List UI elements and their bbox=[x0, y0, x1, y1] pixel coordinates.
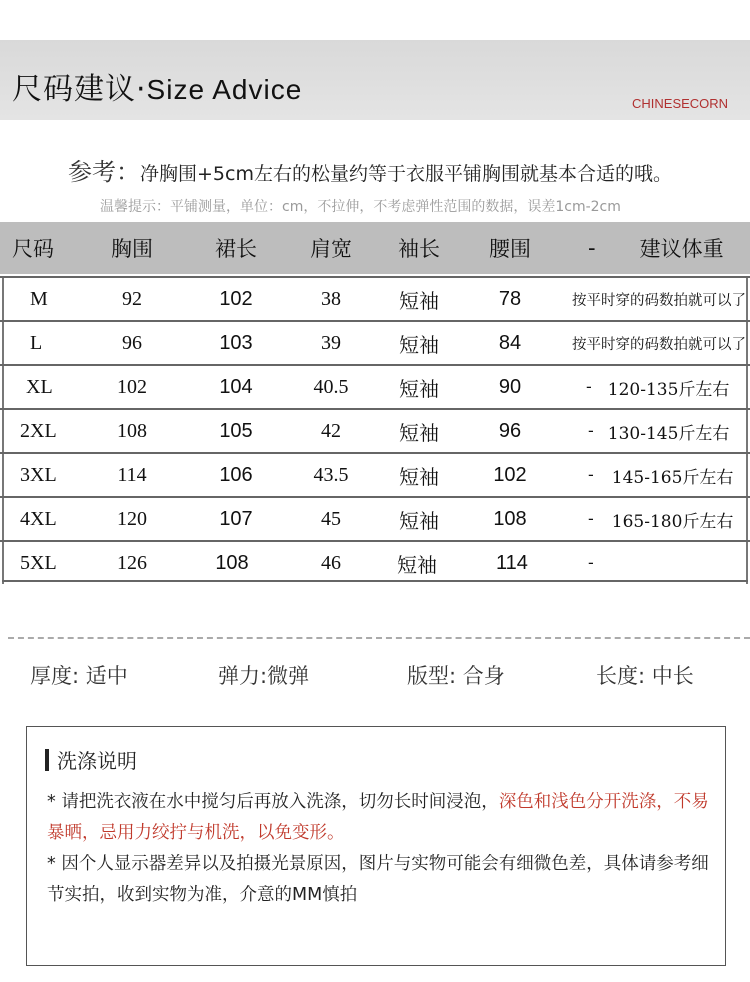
cell-chest: 126 bbox=[117, 551, 147, 574]
brand-label: CHINESECORN bbox=[632, 96, 729, 111]
table-row bbox=[0, 496, 750, 540]
cell-dash: - bbox=[588, 553, 594, 573]
cell-chest: 108 bbox=[117, 419, 147, 442]
col-dash-header: - bbox=[588, 236, 596, 260]
cell-dash: - bbox=[586, 377, 592, 397]
table-row bbox=[0, 364, 750, 408]
measurement-tip: 温馨提示：平铺测量，单位：cm，不拉伸，不考虑弹性范围的数据，误差1cm-2cm bbox=[100, 199, 621, 215]
col-waist-header: 腰围 bbox=[489, 237, 531, 261]
attr-elasticity bbox=[218, 660, 309, 690]
attr-length bbox=[596, 660, 694, 690]
cell-sleeve: 短袖 bbox=[399, 464, 439, 489]
cell-weight-text: 145-165斤左右 bbox=[611, 467, 734, 488]
cell-size: M bbox=[30, 287, 48, 310]
cell-sleeve: 短袖 bbox=[399, 508, 439, 533]
cell-length: 104 bbox=[219, 375, 253, 398]
table-row bbox=[0, 452, 750, 496]
washing-line1: * 请把洗衣液在水中搅匀后再放入洗涤，切勿长时间浸泡， bbox=[47, 792, 499, 812]
reference-note bbox=[68, 152, 672, 187]
cell-waist: 96 bbox=[498, 419, 522, 442]
col-shoulder-header: 肩宽 bbox=[310, 237, 352, 261]
cell-chest: 92 bbox=[122, 287, 142, 310]
cell-weight-text: 120-135斤左右 bbox=[607, 379, 730, 400]
attr-thickness bbox=[30, 660, 128, 690]
cell-length: 102 bbox=[219, 287, 253, 310]
page-title-en: Size Advice bbox=[146, 74, 303, 105]
cell-shoulder: 46 bbox=[321, 551, 341, 574]
cell-shoulder: 43.5 bbox=[313, 463, 349, 486]
cell-size: 5XL bbox=[20, 551, 57, 574]
cell-chest: 114 bbox=[117, 463, 147, 486]
page-title bbox=[12, 64, 302, 108]
cell-sleeve: 短袖 bbox=[397, 552, 437, 577]
cell-weight bbox=[588, 454, 750, 496]
cell-weight-text: 按平时穿的码数拍就可以了 bbox=[572, 336, 746, 353]
col-size-header: 尺码 bbox=[12, 237, 54, 261]
cell-weight bbox=[588, 410, 750, 452]
dashed-divider bbox=[8, 637, 750, 639]
cell-weight-text: 按平时穿的码数拍就可以了 bbox=[572, 292, 746, 309]
cell-weight bbox=[586, 366, 750, 408]
cell-length: 108 bbox=[215, 551, 249, 574]
cell-weight bbox=[572, 322, 750, 364]
cell-size: 4XL bbox=[20, 507, 57, 530]
washing-title-text: 洗涤说明 bbox=[57, 749, 137, 773]
cell-dash: - bbox=[588, 509, 594, 529]
cell-dash: - bbox=[588, 421, 594, 441]
col-chest-header: 胸围 bbox=[111, 237, 153, 261]
attr-thickness-label: 厚度: bbox=[30, 664, 80, 688]
table-row bbox=[0, 276, 750, 320]
cell-shoulder: 38 bbox=[321, 287, 341, 310]
table-row bbox=[0, 320, 750, 364]
cell-sleeve: 短袖 bbox=[399, 376, 439, 401]
cell-dash: - bbox=[588, 465, 594, 485]
cell-waist: 84 bbox=[498, 331, 522, 354]
cell-shoulder: 39 bbox=[321, 331, 341, 354]
washing-instructions bbox=[26, 726, 726, 966]
cell-weight bbox=[572, 278, 750, 320]
size-table bbox=[0, 222, 750, 582]
attr-fit-label: 版型: bbox=[407, 664, 457, 688]
table-row bbox=[0, 540, 750, 584]
col-length-header: 裙长 bbox=[215, 237, 257, 261]
col-weight-header bbox=[566, 222, 748, 274]
cell-weight bbox=[588, 542, 750, 584]
cell-sleeve: 短袖 bbox=[399, 288, 439, 313]
cell-size: L bbox=[30, 331, 43, 354]
cell-weight bbox=[588, 498, 750, 540]
cell-size: 2XL bbox=[20, 419, 57, 442]
reference-label: 参考： bbox=[68, 158, 140, 186]
table-header-row bbox=[0, 222, 750, 274]
col-weight-label: 建议体重 bbox=[639, 237, 724, 261]
washing-warning: 深色和浅色分开洗涤，不易暴晒，忌用力绞拧与机洗，以免变形。 bbox=[47, 792, 709, 843]
cell-waist: 90 bbox=[498, 375, 522, 398]
attr-length-value: 中长 bbox=[651, 664, 694, 688]
washing-line2: * 因个人显示器差异以及拍摄光景原因，图片与实物可能会有细微色差，具体请参考细节实拍，收到实物为准，介意的MM慎拍 bbox=[47, 854, 709, 905]
washing-text bbox=[47, 787, 715, 911]
attr-fit-value: 合身 bbox=[462, 664, 505, 688]
attr-elasticity-label: 弹力: bbox=[218, 664, 268, 688]
washing-title bbox=[45, 745, 137, 774]
cell-waist: 108 bbox=[493, 507, 527, 530]
cell-chest: 102 bbox=[117, 375, 147, 398]
cell-waist: 78 bbox=[498, 287, 522, 310]
cell-sleeve: 短袖 bbox=[399, 332, 439, 357]
attr-thickness-value: 适中 bbox=[85, 664, 128, 688]
cell-shoulder: 45 bbox=[321, 507, 341, 530]
cell-shoulder: 40.5 bbox=[313, 375, 349, 398]
cell-size: 3XL bbox=[20, 463, 57, 486]
cell-waist: 102 bbox=[493, 463, 527, 486]
cell-chest: 120 bbox=[117, 507, 147, 530]
table-row bbox=[0, 408, 750, 452]
attr-elasticity-value: 微弹 bbox=[267, 664, 310, 688]
attr-fit bbox=[407, 660, 505, 690]
cell-length: 105 bbox=[219, 419, 253, 442]
table-bottom-border bbox=[2, 580, 748, 582]
reference-text: 净胸围+5cm左右的松量约等于衣服平铺胸围就基本合适的哦。 bbox=[140, 163, 672, 185]
col-sleeve-header: 袖长 bbox=[398, 237, 440, 261]
cell-chest: 96 bbox=[122, 331, 142, 354]
cell-size: XL bbox=[26, 375, 53, 398]
cell-weight-text: 130-145斤左右 bbox=[607, 423, 730, 444]
cell-sleeve: 短袖 bbox=[399, 420, 439, 445]
cell-waist: 114 bbox=[496, 551, 528, 574]
cell-shoulder: 42 bbox=[321, 419, 341, 442]
cell-length: 103 bbox=[219, 331, 253, 354]
cell-length: 106 bbox=[219, 463, 253, 486]
page-title-cn: 尺码建议· bbox=[12, 72, 147, 107]
cell-weight-text: 165-180斤左右 bbox=[611, 511, 734, 532]
title-bar-icon bbox=[45, 749, 49, 771]
cell-length: 107 bbox=[219, 507, 253, 530]
attr-length-label: 长度: bbox=[596, 664, 646, 688]
product-attributes bbox=[0, 660, 750, 690]
